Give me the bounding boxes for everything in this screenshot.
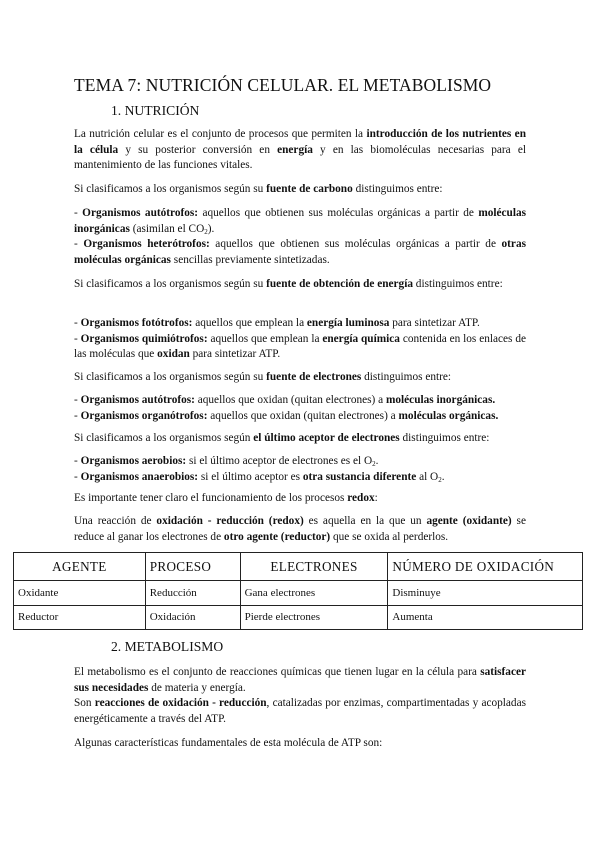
list-item-quimiotrofos: - Organismos quimiótrofos: aquellos que emplean la energía química contenida en los enlaces de las moléculas que oxidan para sintetizar ATP. — [74, 332, 526, 360]
section-heading-metabolismo: 2. METABOLISMO — [111, 639, 224, 654]
table-cell: Reducción — [145, 581, 240, 606]
table-cell: Oxidante — [14, 581, 146, 606]
paragraph-reaccion-redox: Una reacción de oxidación - reducción (redox) es aquella en la que un agente (oxidante) se reduce al ganar los electrones de otro agente (reductor) que se oxida al perderlos. — [74, 515, 526, 543]
paragraph-redox: Es importante tener claro el funcionamiento de los procesos redox: — [74, 492, 378, 504]
table-header: ELECTRONES — [240, 553, 388, 581]
list-item-fototrofos: - Organismos fotótrofos: aquellos que emplean la energía luminosa para sintetizar ATP. — [74, 317, 480, 329]
table-cell: Pierde electrones — [240, 605, 388, 630]
section-heading-nutricion: 1. NUTRICIÓN — [111, 103, 200, 118]
list-energia — [74, 316, 526, 363]
table-header-row — [14, 553, 583, 581]
table-cell: Disminuye — [388, 581, 583, 606]
table-header: PROCESO — [145, 553, 240, 581]
paragraph-fuente-carbono: Si clasificamos a los organismos según su fuente de carbono distinguimos entre: — [74, 183, 443, 195]
paragraph-fuente-energia: Si clasificamos a los organismos según su fuente de obtención de energía distinguimos entre: — [74, 278, 503, 290]
list-item-aerobios: - Organismos aerobios: si el último aceptor de electrones es el $O_2$. — [74, 455, 379, 468]
paragraph-fuente-electrones: Si clasificamos a los organismos según su fuente de electrones distinguimos entre: — [74, 371, 452, 383]
paragraph-intro: La nutrición celular es el conjunto de procesos que permiten la introducción de los nutrientes en la célula y su posterior conversión en energía y en las biomoléculas necesarias para el mantenimiento de las funciones vitales. — [74, 128, 526, 171]
table-cell: Aumenta — [388, 605, 583, 630]
paragraph-ultimo-aceptor: Si clasificamos a los organismos según el último aceptor de electrones distinguimos entre: — [74, 432, 490, 444]
table-row — [14, 581, 583, 606]
list-carbono — [74, 206, 526, 268]
list-electrones — [74, 393, 526, 424]
paragraph-atp: Algunas características fundamentales de esta molécula de ATP son: — [74, 737, 383, 749]
table-header: NÚMERO DE OXIDACIÓN — [388, 553, 583, 581]
table-cell: Gana electrones — [240, 581, 388, 606]
redox-table — [13, 552, 583, 630]
list-item-autotrofos: - Organismos autótrofos: aquellos que obtienen sus moléculas orgánicas a partir de moléculas inorgánicas (asimilan el $CO_2$). — [74, 207, 527, 236]
list-item-anaerobios: - Organismos anaerobios: si el último aceptor es otra sustancia diferente al $O_2$. — [74, 470, 445, 484]
table-cell: Reductor — [14, 605, 146, 630]
list-item-organotrofos: - Organismos organótrofos: aquellos que oxidan (quitan electrones) a moléculas orgánicas. — [74, 409, 499, 422]
list-aceptor — [74, 454, 526, 485]
list-item-autotrofos-electrones: - Organismos autótrofos: aquellos que oxidan (quitan electrones) a moléculas inorgánicas. — [74, 394, 496, 406]
list-item-heterotrofos: - Organismos heterótrofos: aquellos que obtienen sus moléculas orgánicas a partir de otras moléculas orgánicas sencillas previamente sintetizadas. — [74, 238, 526, 266]
document-title: TEMA 7: NUTRICIÓN CELULAR. EL METABOLISMO — [74, 75, 492, 95]
paragraph-metabolismo: El metabolismo es el conjunto de reacciones químicas que tienen lugar en la célula para satisfacer sus necesidades de materia y energía. Son reacciones de oxidación - reducción, catalizadas por enzimas, compartimentadas y acopladas energéticamente a través del ATP. — [74, 666, 526, 725]
table-header: AGENTE — [14, 553, 146, 581]
table-cell: Oxidación — [145, 605, 240, 630]
table-row — [14, 605, 583, 630]
